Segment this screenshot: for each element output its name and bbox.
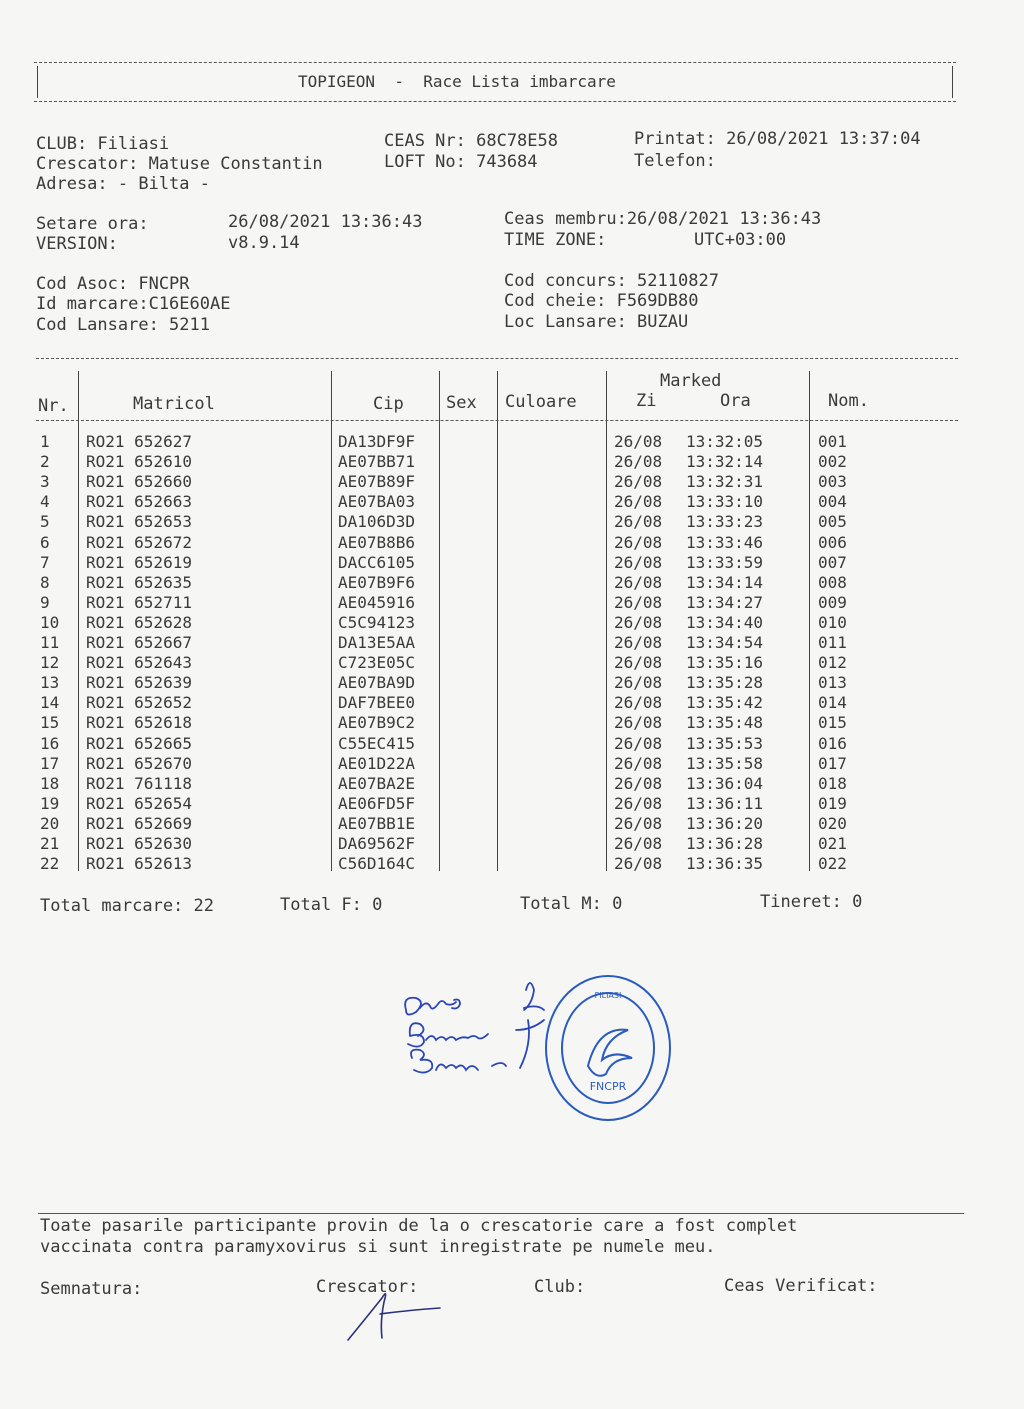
row-matricol: RO21 652610: [86, 452, 192, 472]
row-matricol: RO21 652630: [86, 834, 192, 853]
row-nom: 014: [818, 693, 847, 713]
row-zi: 26/08: [614, 693, 663, 713]
row-nr: 17: [40, 753, 60, 773]
row-cip: C5C94123: [338, 612, 416, 632]
table-header-rule: [36, 420, 958, 421]
row-zi: 26/08: [614, 532, 663, 552]
row-nr: 15: [40, 713, 60, 733]
row-matricol: RO21 652613: [86, 854, 192, 874]
row-cip: DA69562F: [338, 834, 416, 853]
row-cip: AE07BB1E: [338, 813, 416, 833]
table-row: [0, 794, 1024, 814]
row-nr: 6: [40, 532, 50, 552]
table-row: [0, 774, 1024, 794]
row-zi: 26/08: [614, 512, 663, 532]
row-nr: 9: [40, 592, 50, 612]
crescator-line: Crescator: Matuse Constantin: [36, 154, 323, 174]
row-nom: 002: [818, 452, 847, 472]
row-ora: 13:34:40: [686, 612, 764, 632]
row-ora: 13:33:23: [686, 512, 764, 532]
row-cip: DA13DF9F: [338, 432, 416, 451]
club-line: CLUB: Filiasi: [36, 134, 170, 154]
table-row: [0, 593, 1024, 613]
row-matricol: RO21 652653: [86, 512, 192, 532]
row-ora: 13:34:14: [686, 572, 764, 592]
row-zi: 26/08: [614, 793, 663, 813]
row-nom: 003: [818, 472, 847, 492]
row-zi: 26/08: [614, 492, 663, 512]
row-nom: 017: [818, 753, 847, 773]
row-cip: DA13E5AA: [338, 633, 416, 652]
row-matricol: RO21 652660: [86, 472, 192, 492]
statement-line-2: vaccinata contra paramyxovirus si sunt inregistrate pe numele meu.: [40, 1237, 716, 1257]
header-nr: Nr.: [38, 396, 69, 416]
row-matricol: RO21 652618: [86, 713, 192, 733]
tineret: Tineret: 0: [760, 892, 863, 912]
row-nom: 013: [818, 673, 847, 693]
row-nom: 019: [818, 793, 847, 813]
row-nr: 10: [40, 612, 60, 632]
adresa-line: Adresa: - Bilta -: [36, 174, 210, 194]
table-row: [0, 693, 1024, 713]
row-nom: 005: [818, 512, 847, 532]
title-bottom-rule: [34, 101, 956, 102]
row-nom: 016: [818, 733, 847, 753]
row-cip: DACC6105: [338, 552, 416, 572]
time-zone-value: UTC+03:00: [694, 230, 787, 250]
table-row: [0, 432, 1024, 452]
row-matricol: RO21 652711: [86, 592, 192, 612]
table-row: [0, 713, 1024, 733]
cod-asoc: Cod Asoc: FNCPR: [36, 274, 190, 294]
stamp-text: FNCPR: [589, 1080, 627, 1093]
cod-concurs: Cod concurs: 52110827: [504, 271, 719, 291]
club-stamp: [538, 968, 678, 1128]
row-cip: AE07B89F: [338, 472, 416, 492]
row-cip: C56D164C: [338, 854, 416, 874]
row-matricol: RO21 652672: [86, 532, 192, 552]
header-sex: Sex: [446, 393, 477, 413]
row-matricol: RO21 652670: [86, 753, 192, 773]
title-left-rule: [37, 66, 38, 98]
table-row: [0, 472, 1024, 492]
row-nr: 21: [40, 834, 60, 853]
row-ora: 13:35:42: [686, 693, 764, 713]
row-nom: 004: [818, 492, 847, 512]
statement-line-1: Toate pasarile participante provin de la o crescatorie care a fost complet: [40, 1216, 798, 1236]
row-nr: 1: [40, 432, 50, 451]
document-title: TOPIGEON - Race Lista imbarcare: [298, 72, 616, 91]
header-culoare: Culoare: [505, 392, 577, 412]
row-zi: 26/08: [614, 773, 663, 793]
row-ora: 13:35:28: [686, 673, 764, 693]
setare-ora-value: 26/08/2021 13:36:43: [228, 212, 423, 232]
row-zi: 26/08: [614, 653, 663, 673]
row-nom: 007: [818, 552, 847, 572]
row-nr: 19: [40, 793, 60, 813]
row-ora: 13:32:05: [686, 432, 764, 451]
table-row: [0, 573, 1024, 593]
row-cip: AE07BA9D: [338, 673, 416, 693]
loft-no: LOFT No: 743684: [384, 152, 538, 172]
row-nr: 5: [40, 512, 50, 532]
table-row: [0, 854, 1024, 874]
row-cip: DAF7BEE0: [338, 693, 416, 713]
row-cip: C55EC415: [338, 733, 416, 753]
row-matricol: RO21 652652: [86, 693, 192, 713]
semnatura-label: Semnatura:: [40, 1279, 143, 1299]
row-nom: 009: [818, 592, 847, 612]
cod-cheie: Cod cheie: F569DB80: [504, 291, 699, 311]
row-zi: 26/08: [614, 733, 663, 753]
row-zi: 26/08: [614, 472, 663, 492]
row-cip: AE07BA2E: [338, 773, 416, 793]
row-ora: 13:34:54: [686, 633, 764, 652]
row-nom: 001: [818, 432, 847, 451]
table-row: [0, 553, 1024, 573]
telefon: Telefon:: [634, 151, 716, 171]
row-ora: 13:34:27: [686, 592, 764, 612]
svg-text:FILIASI: FILIASI: [594, 991, 622, 1000]
breeder-signature: [340, 1270, 450, 1350]
row-cip: AE07B8B6: [338, 532, 416, 552]
row-nr: 2: [40, 452, 50, 472]
title-right-rule: [952, 66, 953, 98]
header-matricol: Matricol: [133, 394, 215, 414]
table-row: [0, 512, 1024, 532]
row-nr: 11: [40, 633, 60, 652]
club-sign-label: Club:: [534, 1277, 586, 1297]
row-nr: 16: [40, 733, 60, 753]
row-matricol: RO21 652665: [86, 733, 192, 753]
table-row: [0, 533, 1024, 553]
table-row: [0, 673, 1024, 693]
row-matricol: RO21 652635: [86, 572, 192, 592]
row-matricol: RO21 761118: [86, 773, 192, 793]
table-row: [0, 814, 1024, 834]
row-zi: 26/08: [614, 713, 663, 733]
version-value: v8.9.14: [228, 233, 300, 253]
row-zi: 26/08: [614, 432, 663, 451]
row-matricol: RO21 652654: [86, 793, 192, 813]
row-zi: 26/08: [614, 572, 663, 592]
row-matricol: RO21 652669: [86, 813, 192, 833]
row-nom: 021: [818, 834, 847, 853]
row-nr: 22: [40, 854, 60, 874]
row-cip: AE045916: [338, 592, 416, 612]
row-nom: 018: [818, 773, 847, 793]
table-row: [0, 633, 1024, 653]
row-nr: 13: [40, 673, 60, 693]
version-label: VERSION:: [36, 234, 118, 254]
row-nom: 015: [818, 713, 847, 733]
row-nom: 012: [818, 653, 847, 673]
header-zi: Zi: [636, 391, 657, 411]
row-nom: 006: [818, 532, 847, 552]
footer-rule: [38, 1213, 964, 1214]
row-ora: 13:33:10: [686, 492, 764, 512]
total-m: Total M: 0: [520, 894, 623, 914]
row-nr: 3: [40, 472, 50, 492]
row-matricol: RO21 652627: [86, 432, 192, 451]
table-row: [0, 834, 1024, 854]
row-ora: 13:35:48: [686, 713, 764, 733]
row-zi: 26/08: [614, 633, 663, 652]
row-nom: 008: [818, 572, 847, 592]
row-ora: 13:36:11: [686, 793, 764, 813]
row-ora: 13:36:04: [686, 773, 764, 793]
row-ora: 13:32:31: [686, 472, 764, 492]
row-nr: 7: [40, 552, 50, 572]
table-row: [0, 492, 1024, 512]
ceas-membru: Ceas membru:26/08/2021 13:36:43: [504, 209, 822, 229]
row-cip: AE07B9F6: [338, 572, 416, 592]
total-marcare: Total marcare: 22: [40, 896, 214, 916]
ceas-verificat-label: Ceas Verificat:: [724, 1276, 878, 1296]
row-ora: 13:36:35: [686, 854, 764, 874]
table-row: [0, 452, 1024, 472]
row-ora: 13:33:46: [686, 532, 764, 552]
header-ora: Ora: [720, 391, 751, 411]
table-row: [0, 734, 1024, 754]
row-nom: 011: [818, 633, 847, 652]
row-nr: 18: [40, 773, 60, 793]
row-nr: 20: [40, 813, 60, 833]
table-row: [0, 653, 1024, 673]
row-ora: 13:36:20: [686, 813, 764, 833]
row-cip: AE06FD5F: [338, 793, 416, 813]
row-zi: 26/08: [614, 753, 663, 773]
row-ora: 13:33:59: [686, 552, 764, 572]
row-matricol: RO21 652643: [86, 653, 192, 673]
row-nr: 12: [40, 653, 60, 673]
cod-lansare: Cod Lansare: 5211: [36, 315, 210, 335]
row-matricol: RO21 652663: [86, 492, 192, 512]
row-zi: 26/08: [614, 673, 663, 693]
row-cip: AE07BB71: [338, 452, 416, 472]
loc-lansare: Loc Lansare: BUZAU: [504, 312, 689, 332]
row-nom: 022: [818, 854, 847, 874]
id-marcare: Id marcare:C16E60AE: [36, 294, 231, 314]
row-zi: 26/08: [614, 813, 663, 833]
row-matricol: RO21 652619: [86, 552, 192, 572]
row-matricol: RO21 652667: [86, 633, 192, 652]
row-zi: 26/08: [614, 452, 663, 472]
total-f: Total F: 0: [280, 895, 383, 915]
row-nr: 14: [40, 693, 60, 713]
row-ora: 13:35:58: [686, 753, 764, 773]
row-cip: AE01D22A: [338, 753, 416, 773]
row-nom: 020: [818, 813, 847, 833]
row-zi: 26/08: [614, 552, 663, 572]
row-zi: 26/08: [614, 592, 663, 612]
table-row: [0, 754, 1024, 774]
title-top-rule: [34, 62, 956, 63]
row-nom: 010: [818, 612, 847, 632]
row-cip: C723E05C: [338, 653, 416, 673]
row-ora: 13:36:28: [686, 834, 764, 853]
ceas-nr: CEAS Nr: 68C78E58: [384, 131, 558, 151]
table-top-rule: [36, 358, 958, 359]
row-cip: AE07BA03: [338, 492, 416, 512]
row-matricol: RO21 652628: [86, 612, 192, 632]
row-zi: 26/08: [614, 854, 663, 874]
time-zone-label: TIME ZONE:: [504, 230, 607, 250]
row-ora: 13:35:53: [686, 733, 764, 753]
crescator-sign-label: Crescator:: [316, 1277, 419, 1297]
row-cip: AE07B9C2: [338, 713, 416, 733]
printat: Printat: 26/08/2021 13:37:04: [634, 129, 921, 149]
header-cip: Cip: [373, 394, 404, 414]
header-marked: Marked: [660, 371, 722, 391]
row-nr: 8: [40, 572, 50, 592]
row-cip: DA106D3D: [338, 512, 416, 532]
header-nom: Nom.: [828, 391, 869, 411]
row-zi: 26/08: [614, 834, 663, 853]
row-nr: 4: [40, 492, 50, 512]
row-zi: 26/08: [614, 612, 663, 632]
row-matricol: RO21 652639: [86, 673, 192, 693]
row-ora: 13:32:14: [686, 452, 764, 472]
setare-ora-label: Setare ora:: [36, 214, 149, 234]
table-row: [0, 613, 1024, 633]
row-ora: 13:35:16: [686, 653, 764, 673]
